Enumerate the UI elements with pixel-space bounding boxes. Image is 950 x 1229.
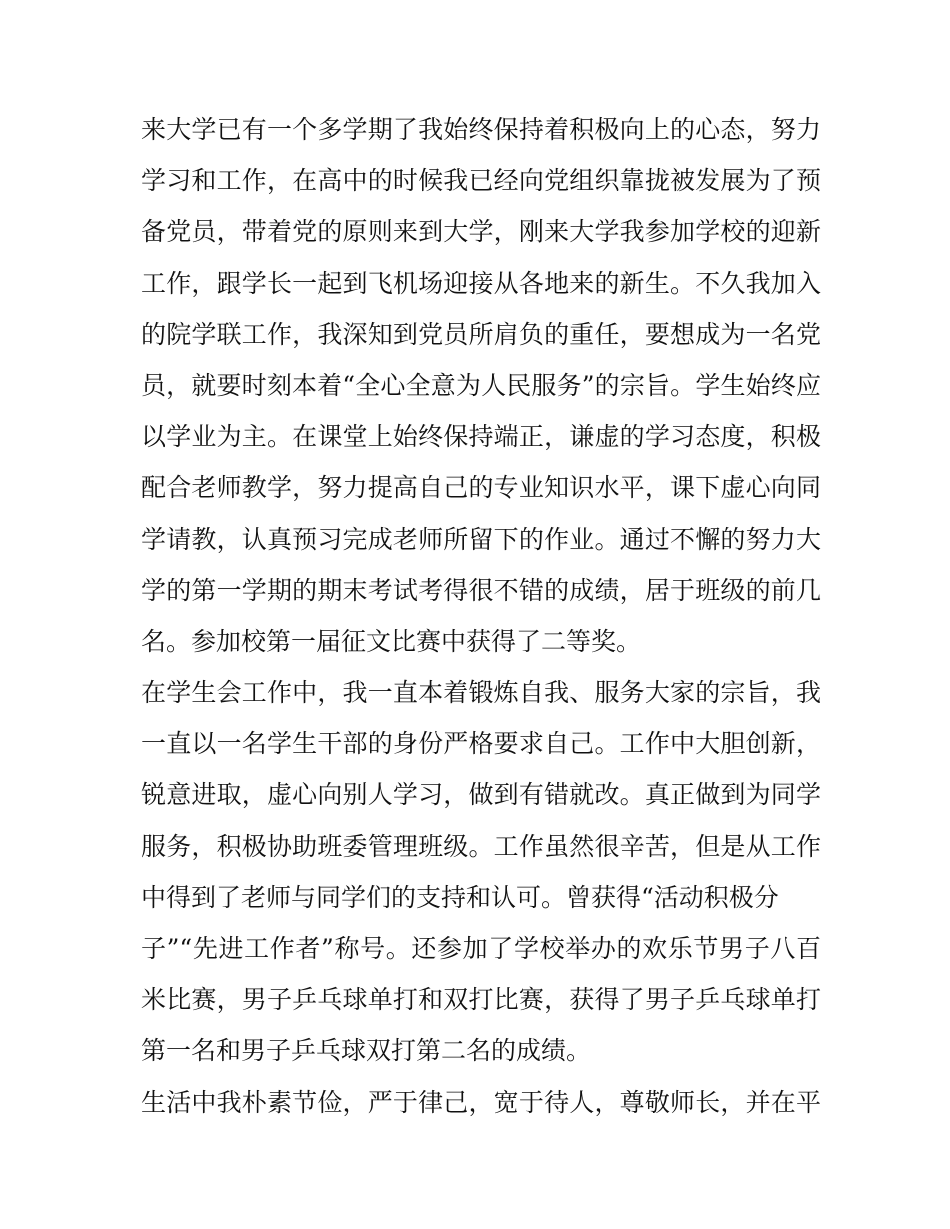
paragraph-2-line-1: 在学生会工作中，我一直本着锻炼自我、服务大家的宗旨，我 — [141, 678, 821, 708]
document-body — [141, 104, 821, 1128]
paragraph-1-line-7: 以学业为主。在课堂上始终保持端正，谦虚的学习态度，积极 — [141, 422, 821, 452]
paragraph-1-line-11: 名。参加校第一届征文比赛中获得了二等奖。 — [141, 626, 642, 656]
paragraph-1-line-2: 学习和工作，在高中的时候我已经向党组织靠拢被发展为了预 — [141, 166, 821, 196]
paragraph-1-line-6: 员，就要时刻本着“全心全意为人民服务”的宗旨。学生始终应 — [141, 370, 821, 400]
paragraph-2-line-6: 子”“先进工作者”称号。还参加了学校举办的欢乐节男子八百 — [141, 934, 821, 963]
paragraph-1-line-1: 来大学已有一个多学期了我始终保持着积极向上的心态，努力 — [141, 115, 821, 144]
paragraph-1-line-8: 配合老师教学，努力提高自己的专业知识水平，课下虚心向同 — [141, 473, 821, 503]
paragraph-2-line-7: 米比赛，男子乒乓球单打和双打比赛，获得了男子乒乓球单打 — [141, 985, 821, 1015]
paragraph-1-line-4: 工作，跟学长一起到飞机场迎接从各地来的新生。不久我加入 — [141, 268, 821, 298]
paragraph-2-line-3: 锐意进取，虚心向别人学习，做到有错就改。真正做到为同学 — [141, 780, 821, 810]
paragraph-2-line-8: 第一名和男子乒乓球双打第二名的成绩。 — [141, 1036, 592, 1066]
paragraph-1-line-9: 学请教，认真预习完成老师所留下的作业。通过不懈的努力大 — [141, 524, 821, 554]
paragraph-2-line-4: 服务，积极协助班委管理班级。工作虽然很辛苦，但是从工作 — [141, 831, 821, 861]
paragraph-3-line-1: 生活中我朴素节俭，严于律己，宽于待人，尊敬师长，并在平 — [141, 1087, 821, 1117]
paragraph-1-line-5: 的院学联工作，我深知到党员所肩负的重任，要想成为一名党 — [141, 319, 821, 349]
paragraph-1-line-10: 学的第一学期的期末考试考得很不错的成绩，居于班级的前几 — [141, 575, 821, 605]
paragraph-2-line-5: 中得到了老师与同学们的支持和认可。曾获得“活动积极分 — [141, 882, 779, 912]
paragraph-2-line-2: 一直以一名学生干部的身份严格要求自己。工作中大胆创新， — [141, 729, 821, 759]
paragraph-1-line-3: 备党员，带着党的原则来到大学，刚来大学我参加学校的迎新 — [141, 217, 821, 247]
